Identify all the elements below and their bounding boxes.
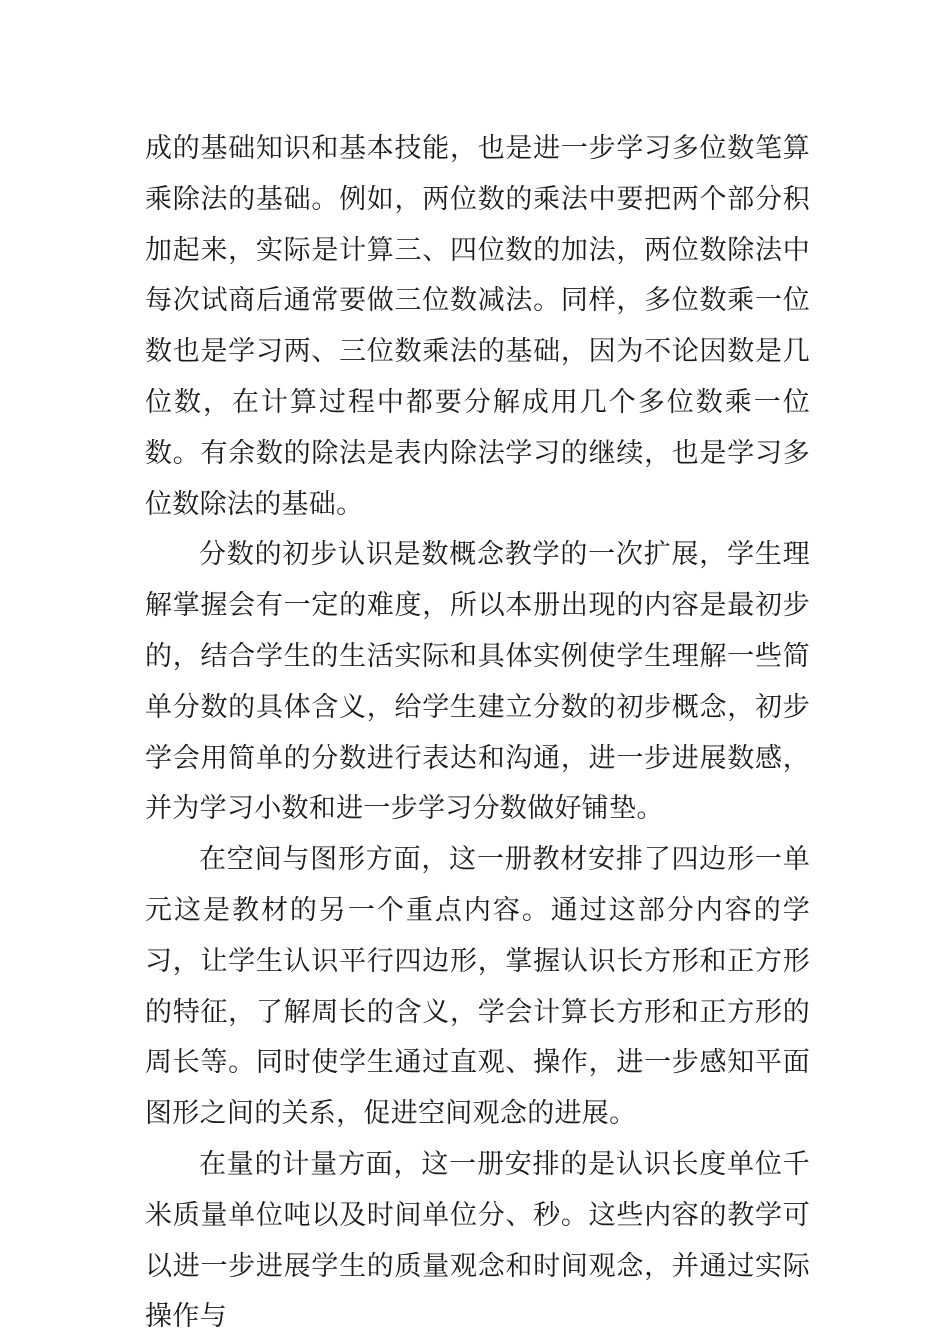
document-body xyxy=(145,124,810,1343)
paragraph-4: 在量的计量方面，这一册安排的是认识长度单位千米质量单位吨以及时间单位分、秒。这些内容的教学可以进一步进展学生的质量观念和时间观念，并通过实际操作与 xyxy=(145,1148,810,1333)
paragraph-3: 在空间与图形方面，这一册教材安排了四边形一单元这是教材的另一个重点内容。通过这部分内容的学习，让学生认识平行四边形，掌握认识长方形和正方形的特征，了解周长的含义，学会计算长方形和正方形的周长等。同时使学生通过直观、操作，进一步感知平面图形之间的关系，促进空间观念的进展。 xyxy=(145,844,810,1130)
paragraph-1: 成的基础知识和基本技能，也是进一步学习多位数笔算乘除法的基础。例如，两位数的乘法中要把两个部分积加起来，实际是计算三、四位数的加法，两位数除法中每次试商后通常要做三位数减法。同样，多位数乘一位数也是学习两、三位数乘法的基础，因为不论因数是几位数，在计算过程中都要分解成用几个多位数乘一位数。有余数的除法是表内除法学习的继续，也是学习多位数除法的基础。 xyxy=(145,133,810,520)
paragraph-2: 分数的初步认识是数概念教学的一次扩展，学生理解掌握会有一定的难度，所以本册出现的内容是最初步的，结合学生的生活实际和具体实例使学生理解一些简单分数的具体含义，给学生建立分数的初步概念，初步学会用简单的分数进行表达和沟通，进一步进展数感，并为学习小数和进一步学习分数做好铺垫。 xyxy=(145,539,810,825)
